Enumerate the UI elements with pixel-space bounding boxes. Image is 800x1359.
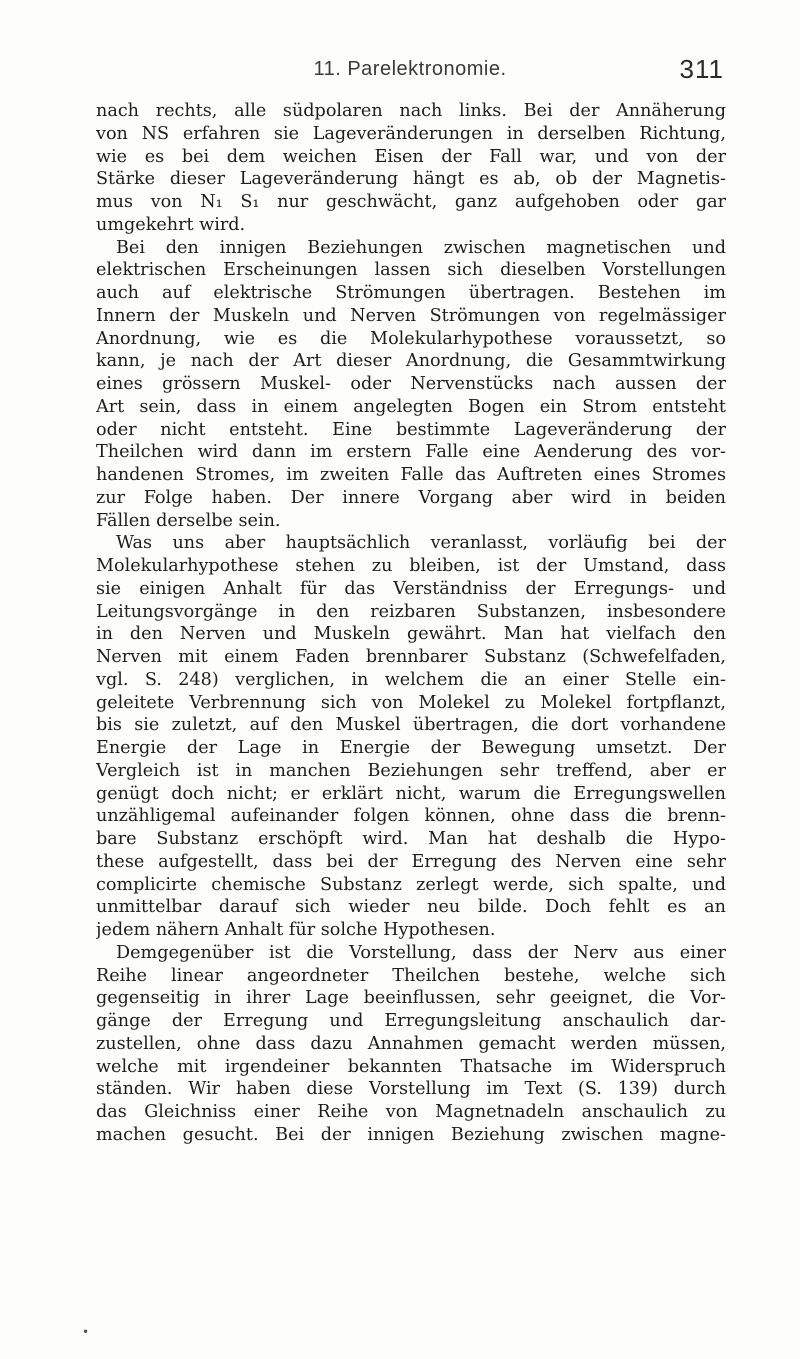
text-line: gänge der Erregung und Erregungsleitung anschaulich dar-: [96, 1011, 726, 1031]
text-line: Leitungsvorgänge in den reizbaren Substanzen, insbesondere: [96, 601, 726, 622]
text-line: Nerven mit einem Faden brennbarer Substanz (Schwefelfaden,: [96, 647, 726, 667]
text-line: zustellen, ohne dass dazu Annahmen gemacht werden müssen,: [96, 1033, 726, 1054]
text-line: handenen Stromes, im zweiten Falle das Auftreten eines Stromes: [96, 465, 726, 485]
text-line: auch auf elektrische Strömungen übertragen. Bestehen im: [96, 283, 726, 303]
body-text: [96, 100, 726, 1147]
text-line: mus von N₁ S₁ nur geschwächt, ganz aufgehoben oder gar: [96, 192, 726, 212]
text-line: bis sie zuletzt, auf den Muskel übertragen, die dort vorhandene: [96, 715, 726, 736]
text-line: oder nicht entsteht. Eine bestimmte Lageveränderung der: [96, 419, 726, 440]
text-line: Fällen derselbe sein.: [96, 510, 281, 531]
text-line: sie einigen Anhalt für das Verständniss der Erregungs- und: [96, 578, 726, 599]
text-line: bare Substanz erschöpft wird. Man hat deshalb die Hypo-: [96, 829, 726, 849]
text-line: complicirte chemische Substanz zerlegt werde, sich spalte, und: [96, 874, 726, 895]
paragraph-start: Was uns aber hauptsächlich veranlasst, vorläufig bei der: [116, 533, 726, 554]
text-line: nach rechts, alle südpolaren nach links. Bei der Annäherung: [96, 101, 726, 121]
text-line: these aufgestellt, dass bei der Erregung des Nerven eine sehr: [96, 851, 726, 872]
text-line: genügt doch nicht; er erklärt nicht, warum die Erregungswellen: [96, 783, 726, 804]
text-line: Vergleich ist in manchen Beziehungen sehr treffend, aber er: [96, 760, 726, 781]
text-line: elektrischen Erscheinungen lassen sich dieselben Vorstellungen: [96, 260, 726, 281]
text-line: machen gesucht. Bei der innigen Beziehung zwischen magne-: [96, 1124, 726, 1145]
text-line: vgl. S. 248) verglichen, in welchem die an einer Stelle ein-: [96, 669, 726, 690]
text-line: eines grössern Muskel- oder Nervenstücks nach aussen der: [96, 374, 726, 394]
text-line: von NS erfahren sie Lageveränderungen in derselben Richtung,: [96, 123, 726, 144]
margin-dot-mark: •: [82, 1325, 90, 1339]
text-line: kann, je nach der Art dieser Anordnung, die Gesammtwirkung: [96, 351, 726, 372]
text-line: unzähligemal aufeinander folgen können, ohne dass die brenn-: [96, 806, 726, 827]
text-line: Energie der Lage in Energie der Bewegung umsetzt. Der: [96, 738, 726, 758]
text-line: in den Nerven und Muskeln gewährt. Man hat vielfach den: [96, 624, 726, 645]
text-line: Art sein, dass in einem angelegten Bogen ein Strom entsteht: [96, 396, 726, 417]
paragraph-start: Demgegenüber ist die Vorstellung, dass der Nerv aus einer: [116, 942, 726, 963]
text-line: zur Folge haben. Der innere Vorgang aber wird in beiden: [96, 487, 726, 508]
text-line: welche mit irgendeiner bekannten Thatsache im Widerspruch: [96, 1056, 726, 1077]
text-line: umgekehrt wird.: [96, 214, 246, 235]
text-line: Reihe linear angeordneter Theilchen bestehe, welche sich: [96, 965, 726, 986]
text-line: Molekularhypothese stehen zu bleiben, ist der Umstand, dass: [96, 556, 726, 576]
text-line: geleitete Verbrennung sich von Molekel zu Molekel fortpflanzt,: [96, 692, 726, 713]
text-line: Innern der Muskeln und Nerven Strömungen von regelmässiger: [96, 305, 726, 326]
chapter-title: 11. Parelektronomie.: [313, 58, 507, 80]
text-line: Theilchen wird dann im erstern Falle eine Aenderung des vor-: [96, 442, 726, 463]
text-line: wie es bei dem weichen Eisen der Fall war, und von der: [96, 146, 726, 167]
text-line: unmittelbar darauf sich wieder neu bilde. Doch fehlt es an: [96, 897, 726, 918]
text-line: das Gleichniss einer Reihe von Magnetnadeln anschaulich zu: [96, 1102, 726, 1122]
running-header: [96, 54, 724, 94]
text-line: gegenseitig in ihrer Lage beeinflussen, sehr geeignet, die Vor-: [96, 988, 726, 1009]
text-line: Anordnung, wie es die Molekularhypothese voraussetzt, so: [96, 328, 726, 349]
paragraph-start: Bei den innigen Beziehungen zwischen magnetischen und: [116, 237, 726, 258]
text-line: Stärke dieser Lageveränderung hängt es ab, ob der Magnetis-: [96, 169, 726, 190]
text-line: ständen. Wir haben diese Vorstellung im Text (S. 139) durch: [96, 1079, 726, 1100]
page-number: 311: [679, 54, 724, 84]
text-line: jedem nähern Anhalt für solche Hypothesen.: [96, 920, 496, 940]
